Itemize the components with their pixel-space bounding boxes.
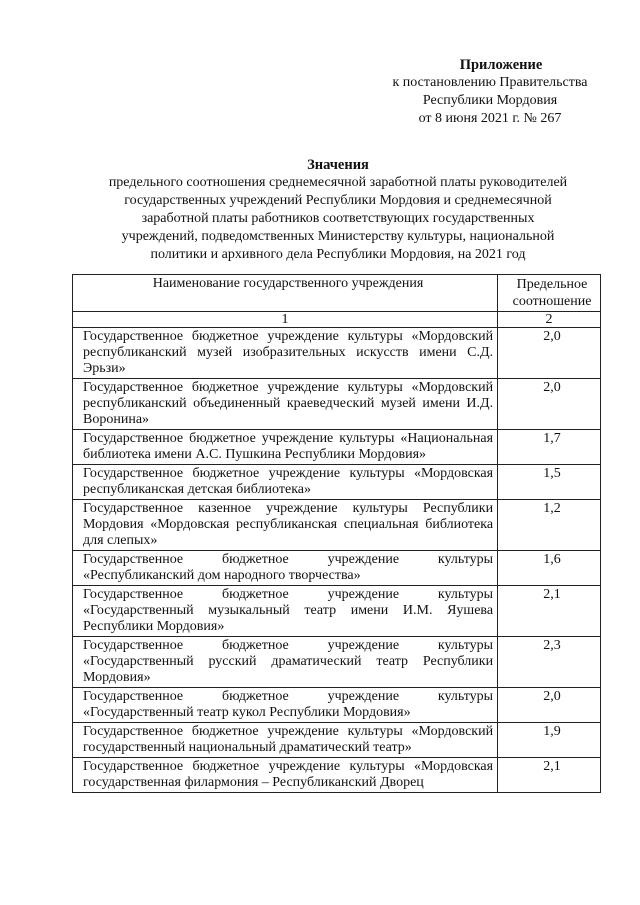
table-row	[73, 465, 601, 500]
ratio-value: 1,7	[498, 430, 601, 465]
document-subtitle-line: учреждений, подведомственных Министерству культуры, национальной	[121, 229, 555, 244]
document-subtitle-line: политики и архивного дела Республики Мордовия, на 2021 год	[150, 247, 526, 262]
appendix-header	[360, 56, 620, 128]
ratio-value: 2,3	[498, 637, 601, 688]
header-max-ratio: Предельное соотношение	[498, 275, 601, 312]
document-subtitle-line: государственных учреждений Республики Мордовия и среднемесячной	[124, 193, 552, 208]
table-header-row	[73, 275, 601, 312]
ratio-value: 2,0	[498, 379, 601, 430]
table-row	[73, 500, 601, 551]
header-institution-name: Наименование государственного учреждения	[73, 275, 498, 312]
appendix-line-date: от 8 июня 2021 г. № 267	[418, 111, 562, 126]
column-number-2: 2	[498, 312, 601, 328]
table-row	[73, 637, 601, 688]
appendix-title: Приложение	[459, 57, 543, 73]
ratio-table	[72, 274, 601, 793]
table-row	[73, 430, 601, 465]
institution-name: Государственное бюджетное учреждение культуры «Государственный театр кукол Республики Мордовия»	[73, 688, 498, 723]
institution-name: Государственное бюджетное учреждение культуры «Республиканский дом народного творчества»	[73, 551, 498, 586]
table-row	[73, 379, 601, 430]
column-number-1: 1	[73, 312, 498, 328]
ratio-value: 1,2	[498, 500, 601, 551]
institution-name: Государственное бюджетное учреждение культуры «Мордовский республиканский объединенный краеведческий музей имени И.Д. Воронина»	[73, 379, 498, 430]
document-subtitle-line: предельного соотношения среднемесячной заработной платы руководителей	[108, 175, 568, 190]
ratio-value: 1,5	[498, 465, 601, 500]
document-subtitle-line: заработной платы работников соответствующих государственных	[141, 211, 535, 226]
ratio-value: 2,1	[498, 586, 601, 637]
institution-name: Государственное бюджетное учреждение культуры «Национальная библиотека имени А.С. Пушкина Республики Мордовия»	[73, 430, 498, 465]
ratio-value: 2,0	[498, 328, 601, 379]
table-row	[73, 551, 601, 586]
institution-name: Государственное бюджетное учреждение культуры «Государственный русский драматический театр Республики Мордовия»	[73, 637, 498, 688]
table-row	[73, 758, 601, 793]
table-row	[73, 688, 601, 723]
ratio-value: 2,1	[498, 758, 601, 793]
institution-name: Государственное бюджетное учреждение культуры «Мордовская республиканская детская библиотека»	[73, 465, 498, 500]
document-title-block	[82, 156, 594, 264]
table-row	[73, 328, 601, 379]
ratio-value: 1,9	[498, 723, 601, 758]
table-row	[73, 586, 601, 637]
institution-name: Государственное бюджетное учреждение культуры «Мордовская государственная филармония – Республиканский Дворец	[73, 758, 498, 793]
ratio-value: 1,6	[498, 551, 601, 586]
institution-name: Государственное бюджетное учреждение культуры «Государственный музыкальный театр имени И.М. Яушева Республики Мордовия»	[73, 586, 498, 637]
column-number-row	[73, 312, 601, 328]
document-title: Значения	[307, 157, 369, 173]
appendix-line-resolution: к постановлению Правительства	[392, 75, 588, 90]
table-row	[73, 723, 601, 758]
ratio-value: 2,0	[498, 688, 601, 723]
appendix-line-republic: Республики Мордовия	[422, 93, 558, 108]
institution-name: Государственное бюджетное учреждение культуры «Мордовский государственный национальный драматический театр»	[73, 723, 498, 758]
institution-name: Государственное бюджетное учреждение культуры «Мордовский республиканский музей изобразительных искусств имени С.Д. Эрьзи»	[73, 328, 498, 379]
institution-name: Государственное казенное учреждение культуры Республики Мордовия «Мордовская республиканская специальная библиотека для слепых»	[73, 500, 498, 551]
